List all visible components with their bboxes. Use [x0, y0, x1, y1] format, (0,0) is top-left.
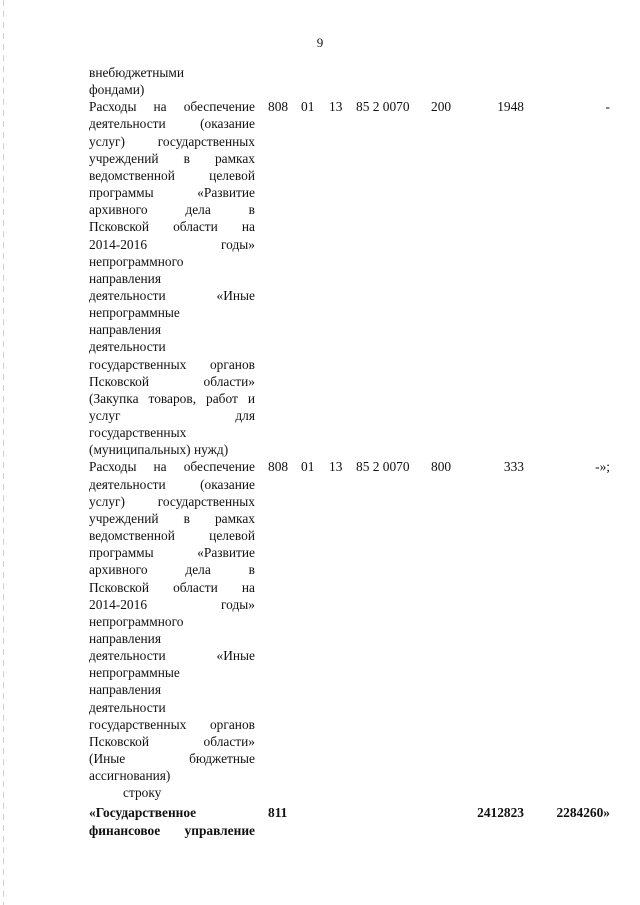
word: 2014-2016: [89, 236, 148, 252]
word: области»: [203, 733, 255, 749]
description-line: [89, 201, 255, 218]
amount-2015: 1948: [497, 99, 524, 115]
word: в: [183, 150, 190, 166]
amount-2015: 333: [503, 459, 524, 475]
instruction-text: строку: [123, 785, 162, 801]
description-line: [89, 647, 255, 664]
description-line: [89, 561, 255, 578]
word: государственных: [89, 356, 187, 372]
word: Псковской: [89, 733, 150, 749]
section-code: 01: [301, 459, 315, 475]
word: (Закупка: [89, 390, 139, 406]
word: Псковской: [89, 219, 150, 235]
word: Псковской: [89, 373, 150, 389]
word: органов: [209, 716, 255, 732]
ministry-code: 811: [268, 805, 288, 821]
word: 2014-2016: [89, 596, 148, 612]
word: рамках: [214, 510, 255, 526]
description-line: (муниципальных) нужд): [89, 442, 229, 458]
description-line: ассигнования): [89, 768, 171, 784]
word: на: [241, 579, 255, 595]
description-line: [89, 356, 255, 373]
word: целевой: [209, 528, 255, 544]
target-article-code: 85 2 0070: [356, 459, 410, 475]
word: деятельности: [89, 476, 166, 492]
word: деятельности: [89, 648, 166, 664]
description-line: непрограммные: [89, 665, 180, 681]
description-line: [89, 98, 255, 115]
word: Расходы: [89, 99, 137, 115]
word: финансовое: [89, 822, 161, 838]
word: бюджетные: [189, 751, 255, 766]
word: области: [173, 219, 218, 235]
word: целевой: [209, 167, 255, 183]
word: рамках: [214, 150, 255, 166]
word: программы: [89, 185, 154, 201]
description-line: [89, 476, 255, 493]
description-line: [89, 579, 255, 596]
subsection-code: 13: [329, 99, 343, 115]
description-line: [89, 458, 255, 475]
amount-2016: -: [605, 99, 610, 115]
description-line: направления: [89, 630, 162, 646]
description-line: направления: [89, 682, 162, 698]
page-number: 9: [316, 35, 324, 50]
description-line: фондами): [89, 82, 145, 98]
word: государственных: [157, 133, 255, 149]
expense-type-code: 200: [431, 99, 452, 115]
target-article-code: 85 2 0070: [356, 99, 410, 115]
word: «Иные: [216, 287, 255, 303]
word: области: [173, 579, 218, 595]
word: на: [241, 219, 255, 235]
word: деятельности: [89, 287, 166, 303]
word: «Развитие: [197, 185, 255, 201]
word: управление: [184, 822, 255, 838]
word: годы»: [221, 236, 255, 252]
word: обеспечение: [183, 459, 255, 475]
word: государственных: [89, 716, 187, 732]
description-line: [89, 236, 255, 253]
description-line: [89, 390, 255, 407]
word: программы: [89, 545, 154, 561]
word: архивного: [89, 562, 148, 578]
word: товаров,: [148, 390, 197, 406]
description-line: «Государственное: [89, 805, 197, 821]
word: на: [153, 459, 167, 475]
description-line: непрограммные: [89, 305, 180, 321]
word: услуг: [89, 408, 121, 423]
description-line: непрограммного: [89, 253, 184, 269]
description-line: направления: [89, 270, 162, 286]
description-line: [89, 373, 255, 390]
word: годы»: [221, 596, 255, 612]
description-line: направления: [89, 322, 162, 338]
description-line: непрограммного: [89, 613, 184, 629]
section-code: 01: [301, 99, 315, 115]
description-line: [89, 544, 255, 561]
word: (оказание: [200, 476, 255, 492]
word: в: [248, 562, 255, 578]
word: области»: [203, 373, 255, 389]
word: услуг): [89, 493, 125, 509]
description-line: [89, 822, 255, 839]
description-line: [89, 287, 255, 304]
word: работ: [206, 390, 238, 406]
description-line: [89, 218, 255, 235]
word: в: [248, 202, 255, 218]
word: Псковской: [89, 579, 150, 595]
description-line: [89, 133, 255, 150]
word: и: [247, 390, 255, 406]
description-line: [89, 733, 255, 750]
word: дела: [185, 562, 211, 578]
description-line: государственных: [89, 425, 187, 441]
word: для: [235, 408, 255, 423]
word: дела: [185, 202, 211, 218]
ministry-code: 808: [268, 459, 289, 475]
amount-2015: 2412823: [477, 805, 524, 821]
word: государственных: [157, 493, 255, 509]
description-line: [89, 716, 255, 733]
description-line: [89, 493, 255, 510]
subsection-code: 13: [329, 459, 343, 475]
description-line: [89, 750, 255, 767]
ministry-code: 808: [268, 99, 289, 115]
description-line: [89, 184, 255, 201]
word: обеспечение: [183, 99, 255, 115]
word: учреждений: [89, 150, 159, 166]
word: органов: [209, 356, 255, 372]
description-line: [89, 510, 255, 527]
word: «Развитие: [197, 545, 255, 561]
word: Расходы: [89, 459, 137, 475]
description-line: [89, 167, 255, 184]
description-line: деятельности: [89, 339, 166, 355]
description-line: [89, 115, 255, 132]
word: деятельности: [89, 116, 166, 132]
description-line: внебюджетными: [89, 65, 185, 80]
word: услуг): [89, 133, 125, 149]
amount-2016: 2284260»: [556, 805, 610, 821]
description-line: [89, 150, 255, 167]
word: (оказание: [200, 116, 255, 132]
word: (Иные: [89, 751, 126, 766]
word: архивного: [89, 202, 148, 218]
description-line: деятельности: [89, 699, 166, 715]
word: учреждений: [89, 510, 159, 526]
scan-edge-mark: [3, 0, 4, 905]
amount-2016: -»;: [595, 459, 610, 475]
word: в: [183, 510, 190, 526]
description-line: [89, 407, 255, 424]
word: на: [153, 99, 167, 115]
word: ведомственной: [89, 167, 175, 183]
description-line: [89, 527, 255, 544]
word: ведомственной: [89, 528, 175, 544]
word: «Иные: [216, 648, 255, 664]
description-line: [89, 596, 255, 613]
expense-type-code: 800: [431, 459, 452, 475]
